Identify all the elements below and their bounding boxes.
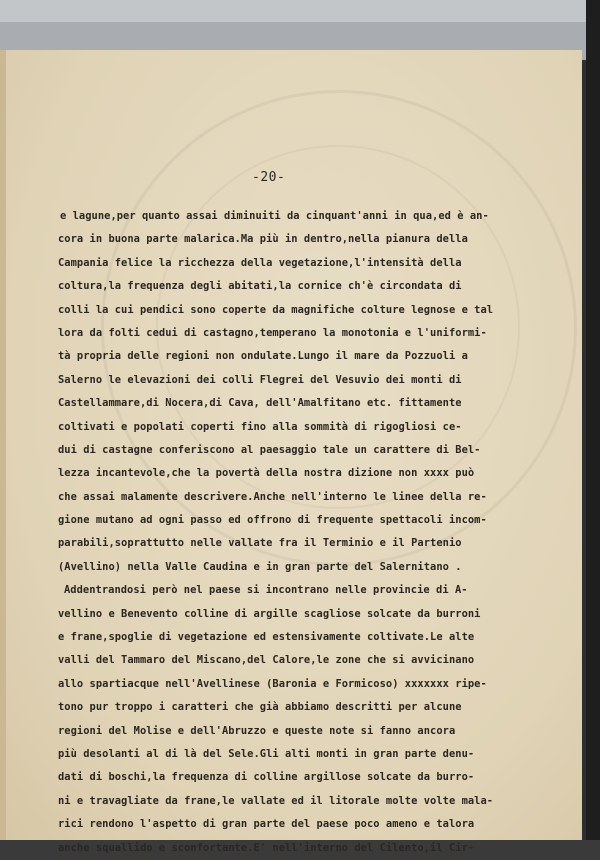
- text-line: gione mutano ad ogni passo ed offrono di frequente spettacoli incom-: [58, 514, 487, 527]
- text-line: lezza incantevole,che la povertà della nostra dizione non xxxx può: [58, 467, 475, 480]
- text-line: valli del Tammaro del Miscano,del Calore,le zone che si avvicinano: [58, 654, 475, 667]
- text-line: più desolanti al di là del Sele.Gli alti monti in gran parte denu-: [58, 747, 475, 760]
- text-line: cora in buona parte malarica.Ma più in dentro,nella pianura della: [58, 233, 468, 246]
- text-line: anche squallido e sconfortante.E' nell'interno del Cilento,il Cir-: [58, 841, 475, 854]
- text-line: che assai malamente descrivere.Anche nell'interno le linee della re-: [58, 490, 487, 503]
- text-line: coltivati e popolati coperti fino alla sommità di rigogliosi ce-: [58, 420, 462, 433]
- page-number: -20-: [252, 170, 286, 185]
- text-line: (Avellino) nella Valle Caudina e in gran parte del Salernitano .: [58, 560, 462, 573]
- text-line: allo spartiacque nell'Avellinese (Baronia e Formicoso) xxxxxxx ripe-: [58, 677, 487, 690]
- text-line: Salerno le elevazioni dei colli Flegrei del Vesuvio dei monti di: [58, 373, 462, 386]
- text-line: parabili,soprattutto nelle vallate fra il Terminio e il Partenio: [58, 537, 462, 550]
- text-line: colli la cui pendici sono coperte da magnifiche colture legnose e tal: [58, 303, 494, 316]
- text-line: coltura,la frequenza degli abitati,la cornice ch'è circondata di: [58, 280, 462, 293]
- text-line: lora da folti cedui di castagno,temperano la monotonia e l'uniformi-: [58, 326, 487, 339]
- text-line: vellino e Benevento colline di argille scagliose solcate da burroni: [58, 607, 481, 620]
- text-line: dui di castagne conferiscono al paesaggio tale un carattere di Bel-: [58, 443, 481, 456]
- typewritten-page: [6, 50, 582, 854]
- body-text: [58, 205, 528, 860]
- text-line: tono pur troppo i caratteri che già abbiamo descritti per alcune: [58, 701, 462, 714]
- scanner-edge: [586, 0, 600, 840]
- text-line: rici rendono l'aspetto di gran parte del paese poco ameno e talora: [58, 818, 475, 831]
- text-line: e frane,spoglie di vegetazione ed estensivamente coltivate.Le alte: [58, 631, 475, 644]
- text-line: tà propria delle regioni non ondulate.Lungo il mare da Pozzuoli a: [58, 350, 468, 363]
- text-line: dati di boschi,la frequenza di colline argillose solcate da burro-: [58, 771, 475, 784]
- text-line: e lagune,per quanto assai diminuiti da cinquant'anni in qua,ed è an-: [60, 210, 489, 222]
- text-line: regioni del Molise e dell'Abruzzo e queste note si fanno ancora: [58, 724, 456, 737]
- text-line: Addentrandosi però nel paese si incontrano nelle provincie di A-: [64, 584, 468, 597]
- text-line: Castellammare,di Nocera,di Cava, dell'Amalfitano etc. fittamente: [58, 397, 462, 410]
- text-line: ni e travagliate da frane,le vallate ed il litorale molte volte mala-: [58, 794, 494, 807]
- text-line: Campania felice la ricchezza della vegetazione,l'intensità della: [58, 256, 462, 269]
